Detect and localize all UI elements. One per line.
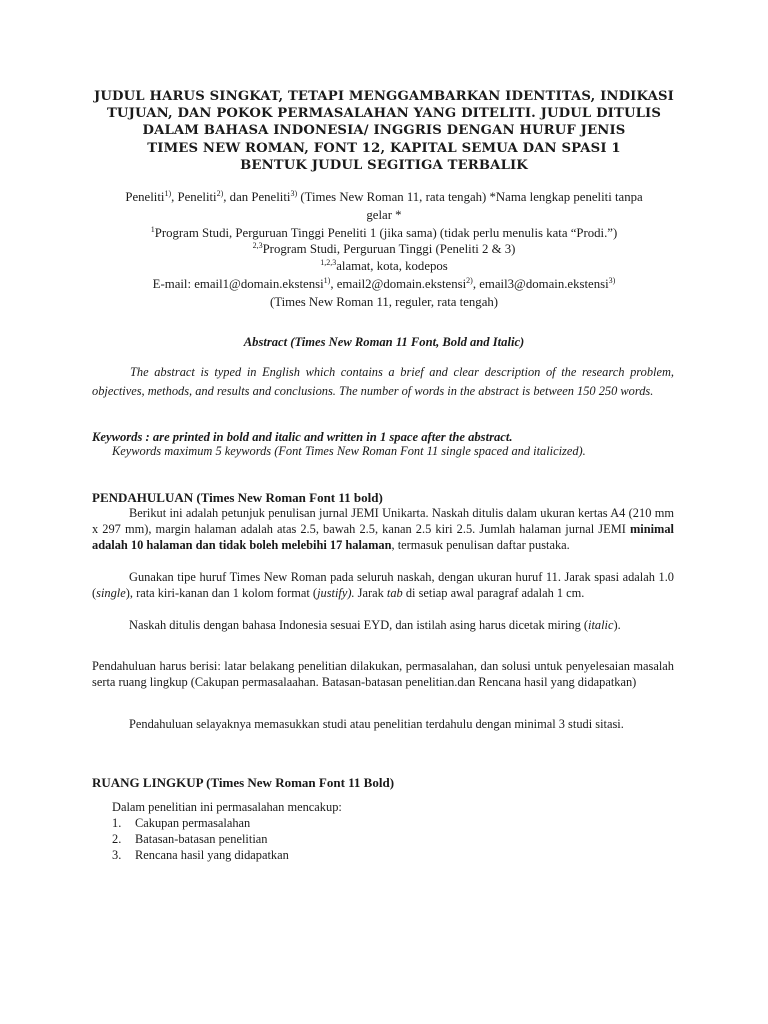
text-run: Jarak bbox=[354, 586, 387, 601]
address-text: alamat, kota, kodepos bbox=[336, 259, 448, 273]
scope-list bbox=[112, 815, 289, 864]
address-line bbox=[86, 257, 682, 275]
author-sup: 3) bbox=[290, 189, 298, 198]
paragraph bbox=[92, 505, 674, 554]
list-intro: Dalam penelitian ini permasalahan mencakup: bbox=[112, 800, 342, 814]
affiliation-text: Program Studi, Perguruan Tinggi Peneliti 1 (jika sama) (tidak perlu menulis kata “Prodi.”) bbox=[154, 226, 618, 240]
affiliation-2 bbox=[86, 240, 682, 258]
text-run: ), rata kiri-kanan dan 1 kolom format ( bbox=[125, 586, 318, 601]
email-address: email1@domain.ekstensi bbox=[194, 277, 324, 291]
title-line: BENTUK JUDUL SEGITIGA TERBALIK bbox=[240, 157, 528, 173]
author-note-cont: gelar * bbox=[366, 208, 402, 222]
italic-run: justify). bbox=[317, 586, 355, 601]
italic-run: italic bbox=[588, 618, 614, 632]
paragraph bbox=[92, 569, 674, 601]
paper-title bbox=[80, 88, 688, 174]
list-item bbox=[112, 831, 289, 847]
list-item bbox=[112, 847, 289, 863]
list-number: 1. bbox=[112, 816, 122, 830]
keywords-note: Keywords maximum 5 keywords (Font Times New Roman Font 11 single spaced and italicized). bbox=[112, 444, 586, 458]
email-sup: 1) bbox=[323, 276, 331, 285]
list-number: 2. bbox=[112, 832, 122, 847]
text-run: ). bbox=[613, 618, 621, 632]
abstract-text bbox=[92, 363, 674, 400]
author-name: , dan Peneliti bbox=[223, 190, 291, 204]
email-address: , email3@domain.ekstensi bbox=[472, 277, 609, 291]
paragraph: Pendahuluan harus berisi: latar belakang penelitian dilakukan, permasalahan, dan solusi untuk penyelesaian masalah serta ruang lingkup (Cakupan permasalaahan. Batasan-batasan penelitian.dan Rencana hasil yang didapatkan) bbox=[92, 659, 674, 690]
affiliation-sup: 1 bbox=[150, 225, 155, 234]
text-run: Naskah ditulis dengan bahasa Indonesia sesuai EYD, dan istilah asing harus dicetak miring ( bbox=[129, 618, 589, 632]
list-number: 3. bbox=[112, 848, 122, 863]
list-item bbox=[112, 815, 289, 831]
author-sup: 1) bbox=[164, 189, 172, 198]
text-run: di setiap awal paragraf adalah 1 cm. bbox=[402, 586, 585, 601]
author-sup: 2) bbox=[216, 189, 224, 198]
affiliation-sup: 2,3 bbox=[252, 241, 263, 250]
author-line bbox=[86, 188, 682, 206]
paragraph: Pendahuluan selayaknya memasukkan studi atau penelitian terdahulu dengan minimal 3 studi sitasi. bbox=[129, 717, 624, 731]
abstract-body: The abstract is typed in English which contains a brief and clear description of the research problem, objectives, methods, and results and conclusions. The number of words in the abstract is between 150 250 words. bbox=[92, 365, 674, 398]
text-run: , termasuk penulisan daftar pustaka. bbox=[391, 538, 570, 553]
affiliation-text: Program Studi, Perguruan Tinggi (Peneliti 2 & 3) bbox=[262, 242, 516, 256]
address-sup: 1,2,3 bbox=[320, 258, 337, 267]
email-sup: 2) bbox=[466, 276, 473, 285]
email-sup: 3) bbox=[608, 276, 616, 285]
text-run: Gunakan tipe huruf Times New Roman pada seluruh naskah, dengan ukuran huruf 11. Jarak spasi adalah 1.0 ( bbox=[92, 570, 674, 601]
format-note: (Times New Roman 11, reguler, rata tengah) bbox=[269, 295, 499, 309]
list-text: Cakupan permasalahan bbox=[135, 816, 251, 830]
email-label: E-mail: bbox=[152, 277, 195, 291]
keywords-line: Keywords : are printed in bold and italic and written in 1 space after the abstract. bbox=[92, 430, 513, 444]
author-name: Peneliti bbox=[125, 190, 165, 204]
bold-run: minimal adalah 10 halaman dan tidak boleh melebihi 17 halaman bbox=[92, 522, 674, 553]
title-line: TUJUAN, DAN POKOK PERMASALAHAN YANG DITELITI. JUDUL DITULIS bbox=[106, 106, 662, 122]
section-heading-pendahuluan: PENDAHULUAN (Times New Roman Font 11 bold) bbox=[92, 490, 383, 505]
list-text: Rencana hasil yang didapatkan bbox=[135, 848, 289, 863]
author-name: , Peneliti bbox=[171, 190, 217, 204]
title-line: TIMES NEW ROMAN, FONT 12, KAPITAL SEMUA DAN SPASI 1 bbox=[147, 140, 621, 156]
title-line: DALAM BAHASA INDONESIA/ INGGRIS DENGAN HURUF JENIS bbox=[142, 123, 626, 139]
abstract-heading: Abstract (Times New Roman 11 Font, Bold and Italic) bbox=[243, 335, 525, 349]
list-text: Batasan-batasan penelitian bbox=[135, 832, 268, 847]
email-line bbox=[86, 275, 682, 293]
italic-run: single bbox=[96, 586, 126, 601]
section-heading-ruang-lingkup: RUANG LINGKUP (Times New Roman Font 11 Bold) bbox=[92, 775, 395, 790]
text-run: Berikut ini adalah petunjuk penulisan jurnal JEMI Unikarta. Naskah ditulis dalam ukuran kertas A4 (210 mm x 297 mm), margin halaman adalah atas 2.5, bawah 2.5, kanan 2.5 kiri 2.5. Jumlah halaman jurnal JEMI bbox=[92, 506, 674, 537]
author-note: (Times New Roman 11, rata tengah) *Nama lengkap peneliti tanpa bbox=[297, 190, 643, 204]
email-address: , email2@domain.ekstensi bbox=[330, 277, 467, 291]
italic-run: tab bbox=[386, 586, 403, 601]
author-block bbox=[86, 188, 682, 311]
title-line: JUDUL HARUS SINGKAT, TETAPI MENGGAMBARKAN IDENTITAS, INDIKASI bbox=[94, 89, 674, 104]
paragraph bbox=[92, 617, 674, 633]
